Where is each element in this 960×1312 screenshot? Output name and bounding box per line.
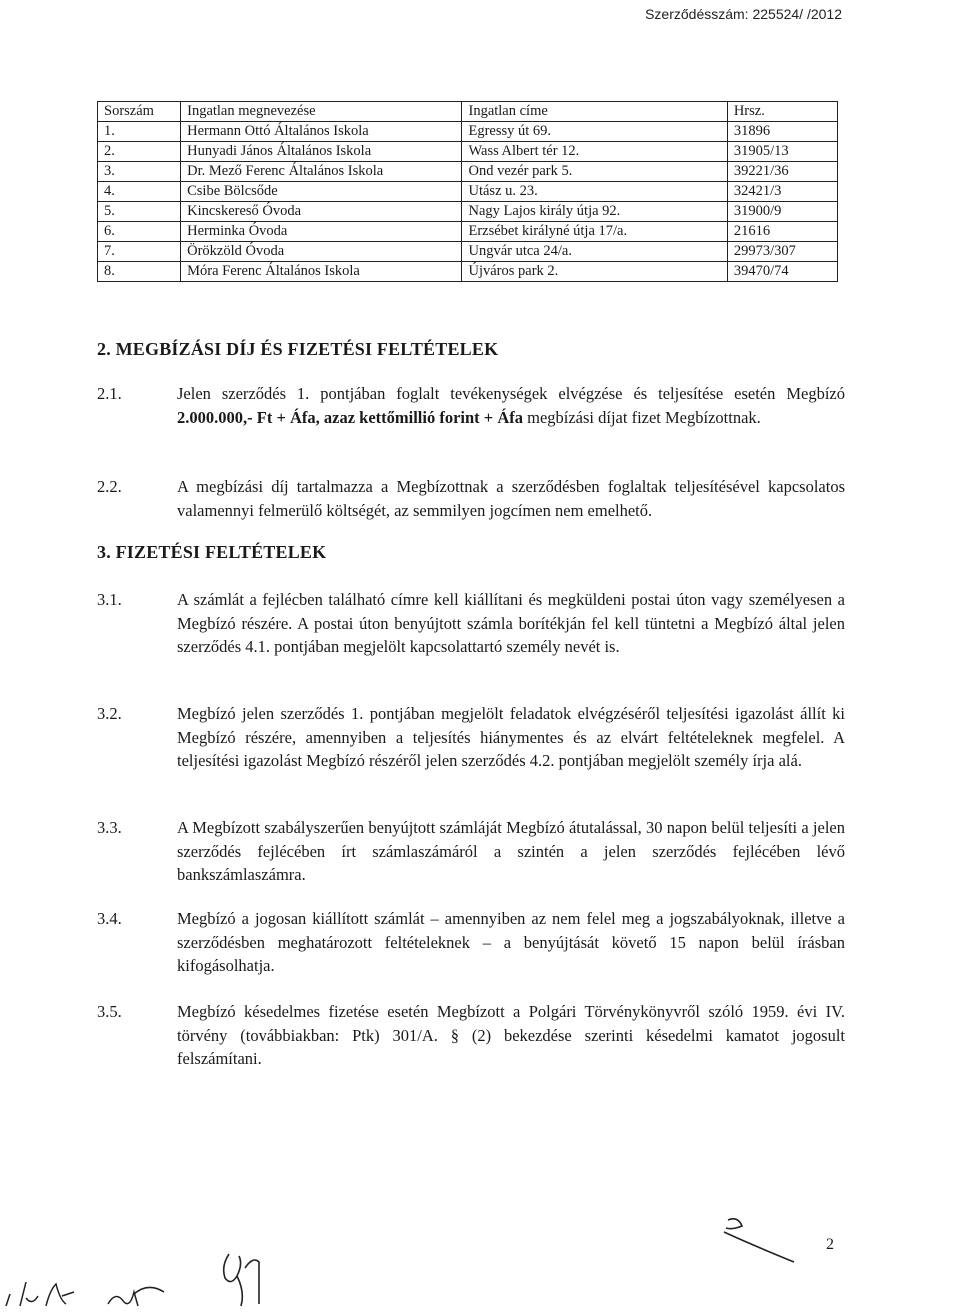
table-row bbox=[98, 182, 838, 202]
signature-initials-center bbox=[215, 1248, 275, 1310]
cell-serial: 3. bbox=[98, 162, 181, 182]
cell-name: Móra Ferenc Általános Iskola bbox=[181, 262, 462, 282]
clause-text: Jelen szerződés 1. pontjában foglalt tevékenységek elvégzése és teljesítése esetén Megbízó 2.000.000,- Ft + Áfa, azaz kettőmillió forint + Áfa megbízási díjat fizet Megbízottnak. bbox=[177, 384, 845, 427]
header-property-address: Ingatlan címe bbox=[462, 102, 727, 122]
clause-number: 2.2. bbox=[97, 477, 122, 496]
cell-lot: 39470/74 bbox=[727, 262, 837, 282]
cell-lot: 32421/3 bbox=[727, 182, 837, 202]
clause-3-3 bbox=[97, 816, 845, 887]
header-serial: Sorszám bbox=[98, 102, 181, 122]
header-property-name: Ingatlan megnevezése bbox=[181, 102, 462, 122]
cell-serial: 6. bbox=[98, 222, 181, 242]
table-header-row bbox=[98, 102, 838, 122]
cell-address: Utász u. 23. bbox=[462, 182, 727, 202]
fee-amount: 2.000.000,- Ft + Áfa, azaz kettőmillió forint + Áfa bbox=[177, 407, 523, 427]
cell-name: Hunyadi János Általános Iskola bbox=[181, 142, 462, 162]
cell-name: Kincskereső Óvoda bbox=[181, 202, 462, 222]
cell-name: Dr. Mező Ferenc Általános Iskola bbox=[181, 162, 462, 182]
signature-initials-right bbox=[720, 1212, 800, 1267]
cell-name: Örökzöld Óvoda bbox=[181, 242, 462, 262]
clause-number: 3.5. bbox=[97, 1002, 122, 1021]
cell-lot: 31900/9 bbox=[727, 202, 837, 222]
cell-serial: 7. bbox=[98, 242, 181, 262]
clause-number: 2.1. bbox=[97, 384, 122, 403]
section-title-payment: 3. FIZETÉSI FELTÉTELEK bbox=[97, 542, 327, 562]
clause-text: Megbízó jelen szerződés 1. pontjában megjelölt feladatok elvégzéséről teljesítési igazolást állít ki Megbízó részére, amennyiben a teljesítés hiánymentes és az elvárt feltételeknek megfelel. A teljesítési igazolást Megbízó részéről jelen szerződés 4.2. pontjában megjelölt személy írja alá. bbox=[177, 704, 845, 770]
header-lot-number: Hrsz. bbox=[727, 102, 837, 122]
table-row bbox=[98, 162, 838, 182]
cell-name: Hermann Ottó Általános Iskola bbox=[181, 122, 462, 142]
clause-3-2 bbox=[97, 702, 845, 773]
cell-serial: 8. bbox=[98, 262, 181, 282]
contract-number: Szerződésszám: 225524/ /2012 bbox=[645, 6, 842, 22]
cell-name: Csibe Bölcsőde bbox=[181, 182, 462, 202]
page-number: 2 bbox=[826, 1236, 834, 1253]
clause-text: Megbízó a jogosan kiállított számlát – amennyiben az nem felel meg a jogszabályoknak, illetve a szerződésben meghatározott feltételeknek – a benyújtását követő 15 napon belül írásban kifogásolhatja. bbox=[177, 909, 845, 975]
table-row bbox=[98, 202, 838, 222]
clause-text: A Megbízott szabályszerűen benyújtott számláját Megbízó átutalással, 30 napon belül teljesíti a jelen szerződés fejlécében írt számlaszámáról a szintén a jelen szerződés fejlécében lévő bankszámlaszámra. bbox=[177, 818, 845, 884]
cell-address: Ond vezér park 5. bbox=[462, 162, 727, 182]
table-row bbox=[98, 222, 838, 242]
clause-number: 3.4. bbox=[97, 909, 122, 928]
cell-lot: 29973/307 bbox=[727, 242, 837, 262]
cell-serial: 5. bbox=[98, 202, 181, 222]
clause-2-2 bbox=[97, 475, 845, 522]
cell-lot: 31896 bbox=[727, 122, 837, 142]
clause-text: A megbízási díj tartalmazza a Megbízottnak a szerződésben foglaltak teljesítésével kapcsolatos valamennyi felmerülő költségét, az semmilyen jogcímen nem emelhető. bbox=[177, 477, 845, 520]
clause-text: A számlát a fejlécben található címre kell kiállítani és megküldeni postai úton vagy személyesen a Megbízó részére. A postai úton benyújtott számla borítékján fel kell tüntetni a Megbízó által jelen szerződés 4.1. pontjában megjelölt kapcsolattartó személy nevét is. bbox=[177, 590, 845, 656]
section-title-fee: 2. MEGBÍZÁSI DÍJ ÉS FIZETÉSI FELTÉTELEK bbox=[97, 339, 499, 359]
cell-address: Nagy Lajos király útja 92. bbox=[462, 202, 727, 222]
cell-serial: 2. bbox=[98, 142, 181, 162]
property-table bbox=[97, 101, 838, 282]
cell-lot: 21616 bbox=[727, 222, 837, 242]
cell-serial: 4. bbox=[98, 182, 181, 202]
clause-text: Megbízó késedelmes fizetése esetén Megbízott a Polgári Törvénykönyvről szóló 1959. évi IV. törvény (továbbiakban: Ptk) 301/A. § (2) bekezdése szerinti késedelmi kamatot jogosult felszámítani. bbox=[177, 1002, 845, 1068]
table-row bbox=[98, 262, 838, 282]
cell-address: Egressy út 69. bbox=[462, 122, 727, 142]
signature-initials-left-1 bbox=[0, 1276, 82, 1310]
cell-name: Herminka Óvoda bbox=[181, 222, 462, 242]
table-row bbox=[98, 242, 838, 262]
signature-initials-left-2 bbox=[104, 1278, 174, 1310]
cell-lot: 39221/36 bbox=[727, 162, 837, 182]
cell-address: Ungvár utca 24/a. bbox=[462, 242, 727, 262]
clause-2-1 bbox=[97, 382, 845, 429]
cell-address: Újváros park 2. bbox=[462, 262, 727, 282]
table-row bbox=[98, 122, 838, 142]
cell-address: Erzsébet királyné útja 17/a. bbox=[462, 222, 727, 242]
clause-3-1 bbox=[97, 588, 845, 659]
clause-number: 3.3. bbox=[97, 818, 122, 837]
table-row bbox=[98, 142, 838, 162]
cell-address: Wass Albert tér 12. bbox=[462, 142, 727, 162]
clause-3-4 bbox=[97, 907, 845, 978]
clause-3-5 bbox=[97, 1000, 845, 1071]
clause-number: 3.2. bbox=[97, 704, 122, 723]
cell-lot: 31905/13 bbox=[727, 142, 837, 162]
clause-number: 3.1. bbox=[97, 590, 122, 609]
cell-serial: 1. bbox=[98, 122, 181, 142]
